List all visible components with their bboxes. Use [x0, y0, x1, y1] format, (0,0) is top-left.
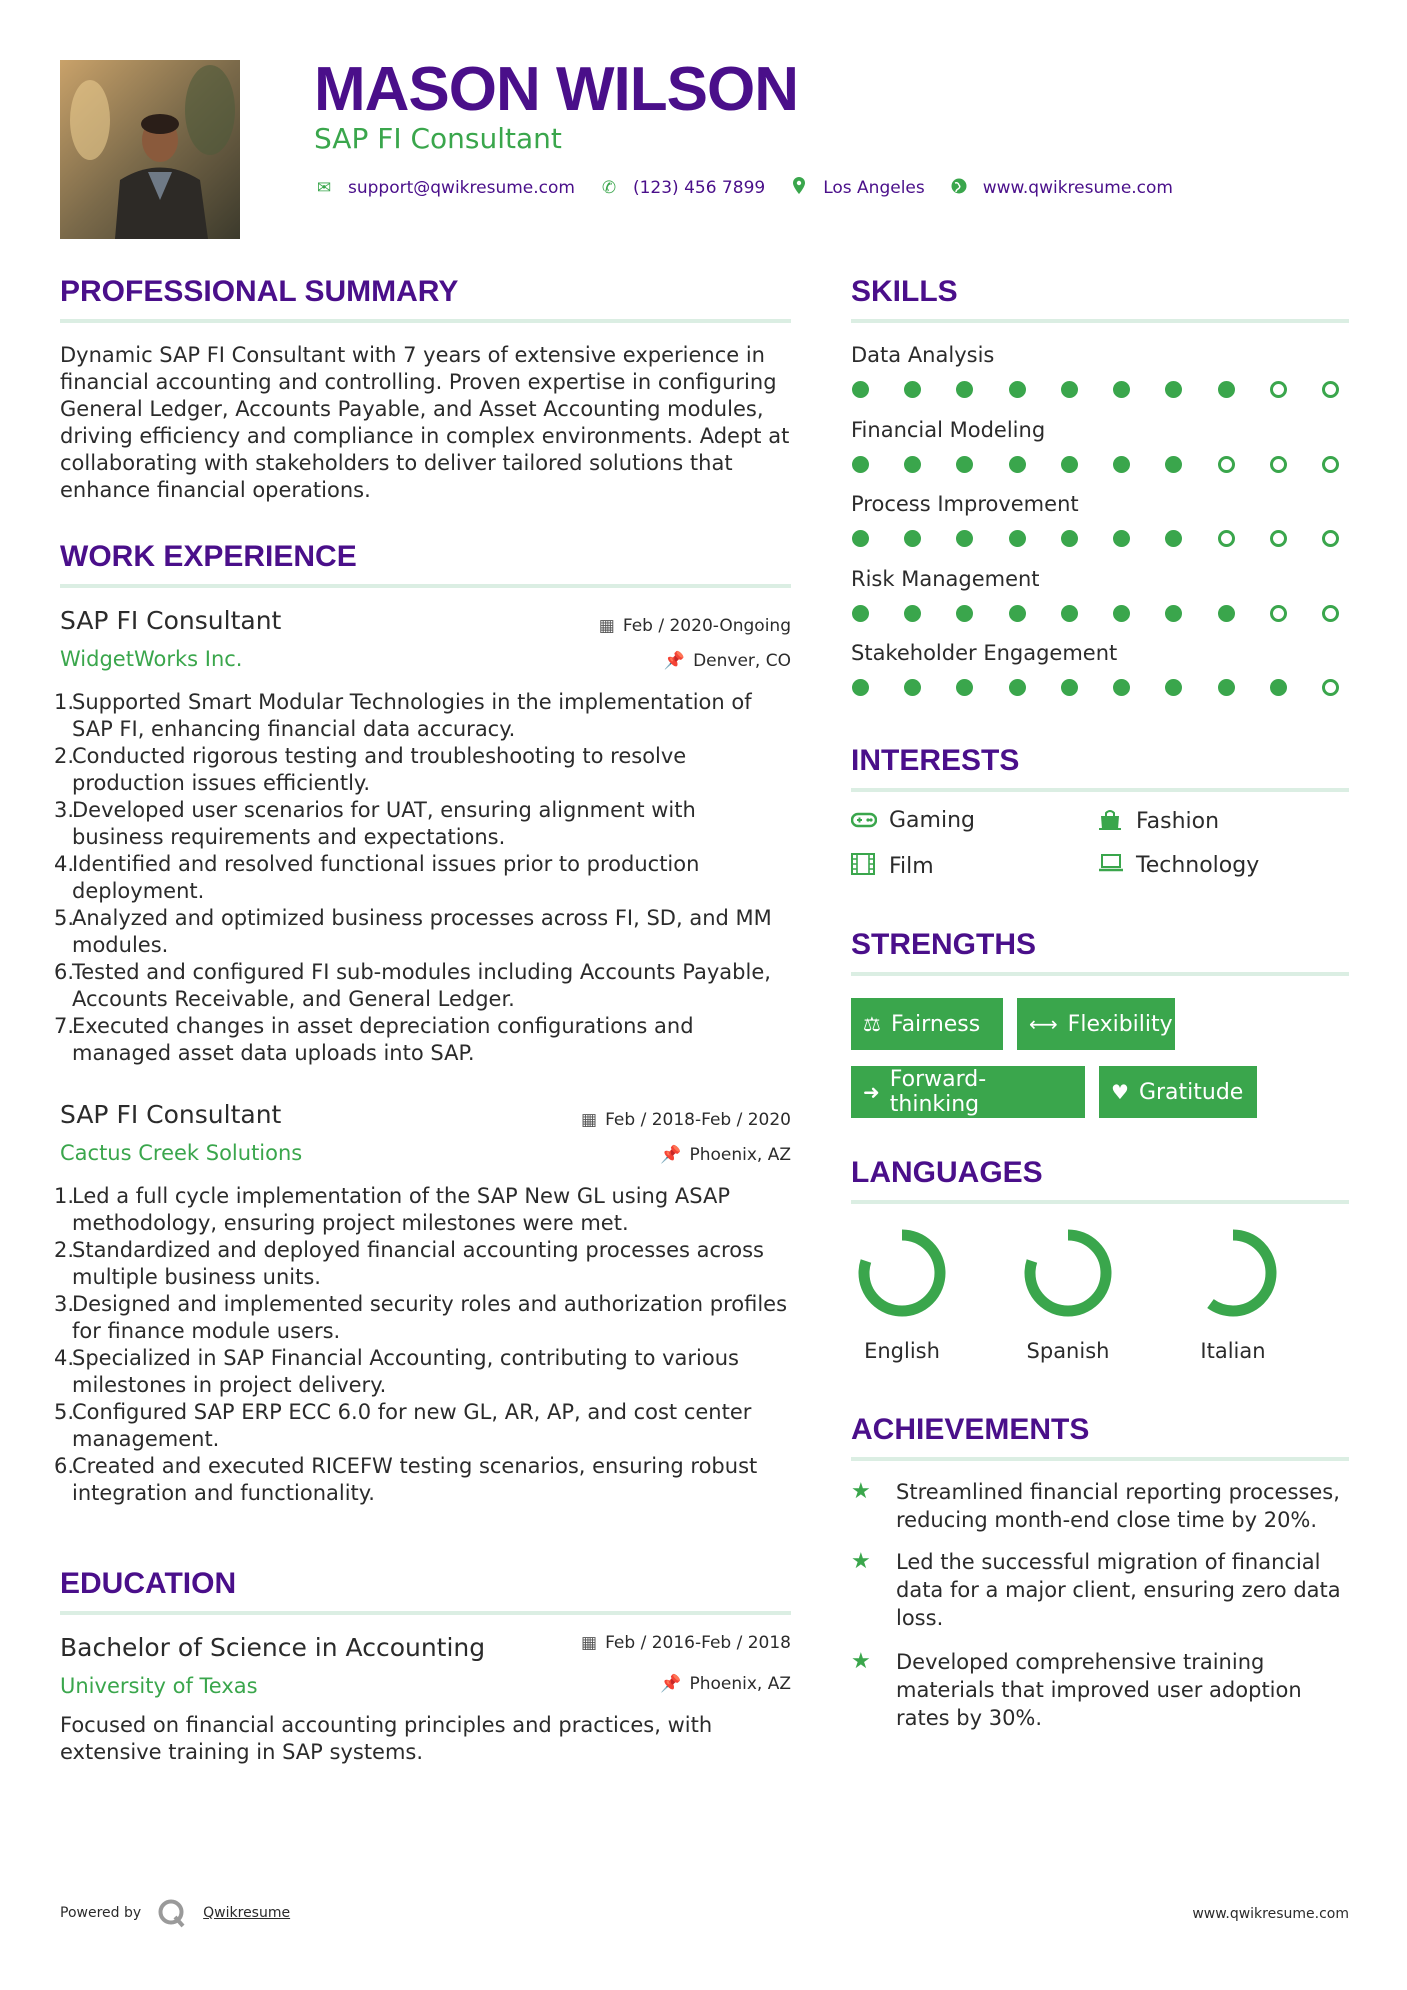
- shopping-bag-icon: [1098, 808, 1128, 835]
- rating-dot-filled: [852, 456, 869, 473]
- contact-location: Los Angeles: [823, 178, 925, 198]
- calendar-icon: ▦: [598, 616, 615, 636]
- language-level-ring: [852, 1223, 952, 1323]
- education-dates-text: Feb / 2016-Feb / 2018: [605, 1633, 791, 1653]
- job-location-text: Denver, CO: [693, 651, 791, 671]
- rating-dot-filled: [1113, 456, 1130, 473]
- skills-divider: [851, 319, 1349, 323]
- rating-dot-empty: [1218, 530, 1235, 547]
- candidate-title: SAP FI Consultant: [314, 122, 562, 155]
- rating-dot-filled: [1113, 530, 1130, 547]
- powered-by-text: Powered by: [60, 1905, 142, 1921]
- job-title: SAP FI Consultant: [60, 606, 282, 635]
- rating-dot-filled: [1165, 456, 1182, 473]
- job-location: [660, 1145, 791, 1165]
- education-text: Focused on financial accounting principles and practices, with extensive training in SAP systems.: [60, 1713, 713, 1764]
- rating-dot-filled: [1113, 381, 1130, 398]
- calendar-icon: ▦: [581, 1633, 598, 1653]
- experience-divider: [60, 584, 791, 588]
- phone-icon: ✆: [601, 178, 617, 198]
- laptop-icon: [1098, 853, 1128, 878]
- achievement-item: [851, 1648, 1349, 1732]
- achievement-text: Developed comprehensive training materials that improved user adoption rates by 30%.: [896, 1650, 1302, 1730]
- skill-name: Financial Modeling: [851, 417, 1046, 442]
- job-dates: [599, 616, 791, 636]
- rating-dot-filled: [1009, 381, 1026, 398]
- gamepad-icon: [851, 809, 881, 833]
- arrows-horizontal-icon: ⟷: [1029, 1012, 1058, 1036]
- brand-link[interactable]: Qwikresume: [203, 1905, 291, 1921]
- job-company: WidgetWorks Inc.: [60, 647, 243, 671]
- rating-dot-filled: [1061, 605, 1078, 622]
- rating-dot-filled: [1009, 605, 1026, 622]
- interest-gaming: [851, 808, 975, 833]
- list-item: 2. Conducted rigorous testing and troubleshooting to resolve production issues efficiently.: [54, 744, 687, 795]
- skill-rating: [852, 530, 1339, 547]
- rating-dot-filled: [1113, 605, 1130, 622]
- interest-technology: [1098, 853, 1259, 878]
- job-company: Cactus Creek Solutions: [60, 1141, 303, 1165]
- arrow-right-icon: ➜: [863, 1080, 880, 1104]
- footer-powered-by: [60, 1898, 290, 1928]
- strength-label: Fairness: [890, 1011, 981, 1037]
- rating-dot-filled: [852, 381, 869, 398]
- rating-dot-filled: [956, 605, 973, 622]
- list-item: 7. Executed changes in asset depreciation configurations and managed asset data uploads into SAP.: [54, 1014, 694, 1065]
- languages-heading: LANGUAGES: [851, 1156, 1043, 1189]
- strengths-heading: STRENGTHS: [851, 928, 1037, 961]
- star-icon: ★: [851, 1479, 871, 1504]
- education-location-text: Phoenix, AZ: [689, 1674, 791, 1694]
- strength-label: Flexibility: [1067, 1011, 1173, 1037]
- rating-dot-filled: [852, 605, 869, 622]
- interest-label: Fashion: [1136, 809, 1220, 834]
- rating-dot-empty: [1322, 456, 1339, 473]
- star-icon: ★: [851, 1549, 871, 1574]
- contact-bar: [314, 177, 1197, 199]
- list-item: 3. Developed user scenarios for UAT, ensuring alignment with business requirements and expectations.: [54, 798, 696, 849]
- rating-dot-filled: [1218, 381, 1235, 398]
- strength-fairness: [851, 998, 1003, 1050]
- rating-dot-filled: [852, 530, 869, 547]
- balance-scale-icon: ⚖: [863, 1012, 881, 1036]
- experience-heading: WORK EXPERIENCE: [60, 540, 357, 573]
- rating-dot-filled: [904, 530, 921, 547]
- language-arc: [1030, 1235, 1106, 1311]
- rating-dot-filled: [904, 605, 921, 622]
- job-dates-text: Feb / 2018-Feb / 2020: [605, 1110, 791, 1130]
- rating-dot-filled: [1218, 679, 1235, 696]
- envelope-icon: ✉: [316, 178, 332, 198]
- job-location-text: Phoenix, AZ: [689, 1145, 791, 1165]
- strength-label: Forward-thinking: [889, 1067, 987, 1117]
- achievement-item: [851, 1548, 1349, 1632]
- qwikresume-logo-icon: [157, 1898, 187, 1928]
- language-level-ring: [1018, 1223, 1118, 1323]
- interests-heading: INTERESTS: [851, 744, 1020, 777]
- school-name: University of Texas: [60, 1674, 258, 1698]
- summary-heading: PROFESSIONAL SUMMARY: [60, 275, 459, 308]
- rating-dot-filled: [956, 530, 973, 547]
- achievements-heading: ACHIEVEMENTS: [851, 1413, 1090, 1446]
- rating-dot-filled: [1061, 456, 1078, 473]
- education-dates: [581, 1633, 791, 1653]
- skill-rating: [852, 381, 1339, 398]
- rating-dot-filled: [1061, 381, 1078, 398]
- job-achievements-list: [54, 1183, 791, 1507]
- rating-dot-filled: [1218, 605, 1235, 622]
- rating-dot-empty: [1270, 605, 1287, 622]
- strength-flexibility: [1017, 998, 1175, 1050]
- rating-dot-empty: [1322, 381, 1339, 398]
- rating-dot-filled: [1270, 679, 1287, 696]
- rating-dot-empty: [1218, 456, 1235, 473]
- list-item: 6. Created and executed RICEFW testing scenarios, ensuring robust integration and functionality.: [54, 1454, 758, 1505]
- rating-dot-filled: [1061, 679, 1078, 696]
- rating-dot-filled: [904, 456, 921, 473]
- skill-rating: [852, 456, 1339, 473]
- strength-forward-thinking: [851, 1066, 1085, 1118]
- strengths-divider: [851, 972, 1349, 976]
- interest-label: Film: [889, 854, 934, 879]
- interests-divider: [851, 788, 1349, 792]
- summary-divider: [60, 319, 791, 323]
- skills-heading: SKILLS: [851, 275, 958, 308]
- globe-icon: [949, 178, 969, 199]
- languages-divider: [851, 1200, 1349, 1204]
- list-item: 6. Tested and configured FI sub-modules including Accounts Payable, Accounts Receivable, and General Ledger.: [54, 960, 771, 1011]
- skill-name: Risk Management: [851, 566, 1040, 591]
- list-item: 5. Configured SAP ERP ECC 6.0 for new GL, AR, AP, and cost center management.: [54, 1400, 752, 1451]
- rating-dot-filled: [1113, 679, 1130, 696]
- achievement-text: Led the successful migration of financial data for a major client, ensuring zero data loss.: [896, 1550, 1341, 1630]
- language-arc: [1195, 1235, 1271, 1311]
- skill-rating: [852, 605, 1339, 622]
- interest-film: [851, 853, 934, 880]
- education-divider: [60, 1611, 791, 1615]
- education-location: [660, 1674, 791, 1694]
- rating-dot-filled: [1165, 381, 1182, 398]
- language-name: Italian: [1200, 1339, 1266, 1363]
- rating-dot-filled: [852, 679, 869, 696]
- language-level-ring: [1183, 1223, 1283, 1323]
- rating-dot-filled: [956, 381, 973, 398]
- rating-dot-filled: [956, 456, 973, 473]
- job-dates: [581, 1110, 791, 1130]
- achievement-text: Streamlined financial reporting processes, reducing month-end close time by 20%.: [896, 1480, 1340, 1532]
- footer-website[interactable]: www.qwikresume.com: [1192, 1906, 1349, 1922]
- candidate-name: MASON WILSON: [314, 55, 798, 124]
- list-item: 3. Designed and implemented security roles and authorization profiles for finance module users.: [54, 1292, 788, 1343]
- skill-name: Process Improvement: [851, 492, 1079, 516]
- strength-label: Gratitude: [1138, 1079, 1244, 1105]
- rating-dot-empty: [1270, 456, 1287, 473]
- heart-icon: ♥: [1111, 1080, 1129, 1104]
- list-item: 5. Analyzed and optimized business processes across FI, SD, and MM modules.: [54, 906, 772, 957]
- skill-name: Stakeholder Engagement: [851, 641, 1118, 665]
- rating-dot-filled: [1165, 605, 1182, 622]
- language-arc: [864, 1235, 940, 1311]
- rating-dot-filled: [1009, 456, 1026, 473]
- rating-dot-filled: [1165, 530, 1182, 547]
- pin-icon: 📌: [660, 1145, 682, 1165]
- interest-label: Technology: [1136, 853, 1260, 878]
- rating-dot-empty: [1322, 605, 1339, 622]
- language-name: English: [864, 1339, 940, 1363]
- achievement-item: [851, 1478, 1349, 1534]
- rating-dot-filled: [904, 679, 921, 696]
- profile-photo: [60, 60, 240, 239]
- contact-email[interactable]: support@qwikresume.com: [348, 178, 575, 198]
- job-achievements-list: [54, 689, 791, 1067]
- map-marker-icon: [789, 177, 809, 199]
- rating-dot-filled: [956, 679, 973, 696]
- list-item: 4. Identified and resolved functional issues prior to production deployment.: [54, 852, 700, 903]
- contact-phone[interactable]: (123) 456 7899: [632, 178, 766, 198]
- rating-dot-empty: [1322, 679, 1339, 696]
- summary-text: Dynamic SAP FI Consultant with 7 years of extensive experience in financial accounting and controlling. Proven expertise in configuring General Ledger, Accounts Payable, and Asset Accounting modules, driving efficiency and compliance in complex environments. Adept at collaborating with stakeholders to deliver tailored solutions that enhance financial operations.: [60, 343, 790, 502]
- rating-dot-filled: [1061, 530, 1078, 547]
- achievements-divider: [851, 1457, 1349, 1461]
- calendar-icon: ▦: [581, 1110, 598, 1130]
- film-icon: [851, 853, 881, 880]
- star-icon: ★: [851, 1649, 871, 1674]
- pin-icon: 📌: [660, 1674, 682, 1694]
- job-title: SAP FI Consultant: [60, 1100, 282, 1129]
- list-item: 4. Specialized in SAP Financial Accounting, contributing to various milestones in project delivery.: [54, 1346, 739, 1397]
- list-item: 2. Standardized and deployed financial accounting processes across multiple business units.: [54, 1238, 764, 1289]
- pin-icon: 📌: [663, 651, 686, 671]
- rating-dot-empty: [1270, 381, 1287, 398]
- education-heading: EDUCATION: [60, 1567, 237, 1600]
- rating-dot-filled: [1165, 679, 1182, 696]
- degree-title: Bachelor of Science in Accounting: [60, 1633, 486, 1662]
- rating-dot-filled: [1009, 679, 1026, 696]
- skill-rating: [852, 679, 1339, 696]
- contact-website[interactable]: www.qwikresume.com: [982, 178, 1173, 198]
- skill-name: Data Analysis: [851, 343, 995, 367]
- job-location: [664, 651, 791, 671]
- strength-gratitude: [1099, 1066, 1257, 1118]
- rating-dot-filled: [1009, 530, 1026, 547]
- interest-fashion: [1098, 808, 1219, 835]
- job-dates-text: Feb / 2020-Ongoing: [622, 616, 791, 636]
- rating-dot-empty: [1270, 530, 1287, 547]
- interest-label: Gaming: [889, 808, 975, 833]
- list-item: 1. Led a full cycle implementation of the SAP New GL using ASAP methodology, ensuring project milestones were met.: [54, 1184, 730, 1235]
- list-item: 1. Supported Smart Modular Technologies in the implementation of SAP FI, enhancing financial data accuracy.: [54, 690, 752, 741]
- rating-dot-empty: [1322, 530, 1339, 547]
- language-name: Spanish: [1026, 1339, 1110, 1363]
- rating-dot-filled: [904, 381, 921, 398]
